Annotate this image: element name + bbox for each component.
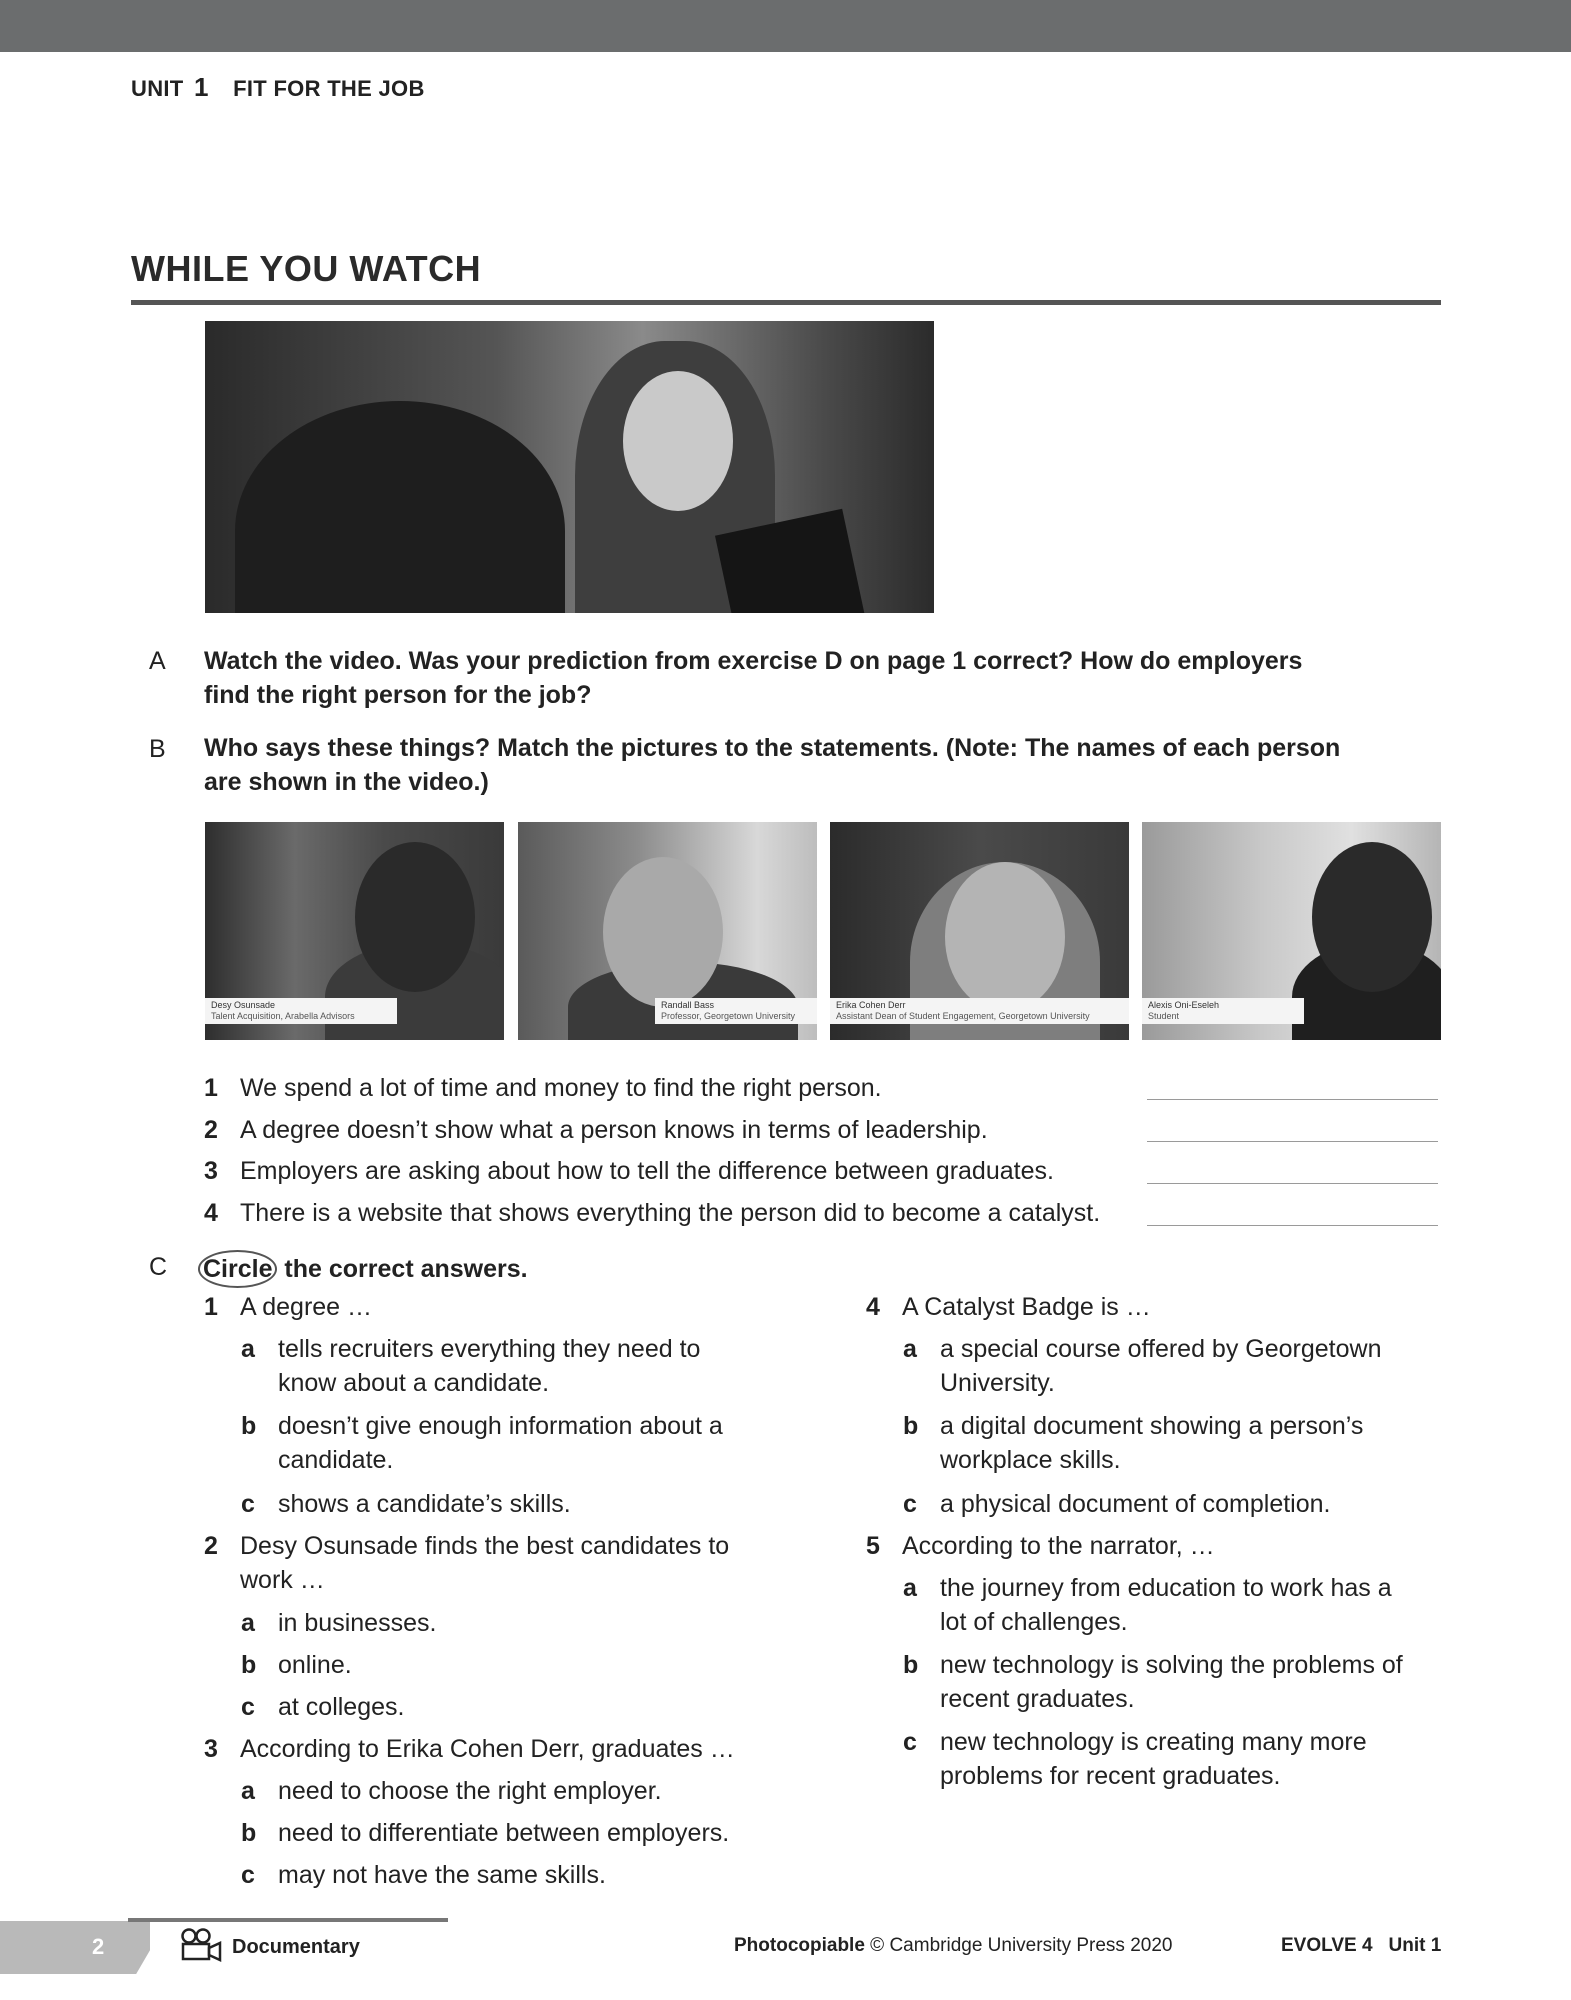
exercise-c-instruction: Circle the correct answers. (204, 1250, 1384, 1288)
unit-title: FIT FOR THE JOB (233, 76, 425, 101)
q5-option-a[interactable]: a the journey from education to work has a lot of challenges. (903, 1574, 1392, 1636)
q2-option-a[interactable]: a in businesses. (241, 1609, 437, 1637)
person-1-face (355, 842, 475, 992)
statement-3: 3 Employers are asking about how to tell the difference between graduates. (204, 1157, 1054, 1185)
section-rule (131, 300, 1441, 305)
book-unit-label: EVOLVE 4 Unit 1 (1281, 1935, 1442, 1956)
person-3-caption (830, 998, 1129, 1024)
circle-word: Circle (198, 1250, 277, 1288)
q5-option-c[interactable]: c new technology is creating many more problems for recent graduates. (903, 1728, 1367, 1790)
person-photo-3 (830, 822, 1129, 1040)
person-4-caption (1142, 998, 1304, 1024)
unit-number: 1 (193, 72, 209, 102)
question-1: 1 A degree … (204, 1293, 373, 1321)
candidate-face (623, 371, 733, 511)
q4-option-c[interactable]: c a physical document of completion. (903, 1490, 1331, 1518)
q4-option-b[interactable]: b a digital document showing a person’s workplace skills. (903, 1412, 1364, 1474)
q2-option-c[interactable]: c at colleges. (241, 1693, 405, 1721)
statement-2: 2 A degree doesn’t show what a person knows in terms of leadership. (204, 1116, 988, 1144)
running-header (131, 72, 425, 103)
hero-photo-interview (205, 321, 934, 613)
q3-option-a[interactable]: a need to choose the right employer. (241, 1777, 662, 1805)
person-2-role: Professor, Georgetown University (661, 1011, 796, 1021)
person-2-caption (655, 998, 817, 1024)
answer-line-1[interactable] (1147, 1099, 1438, 1100)
person-4-name: Alexis Oni-Eseleh (1148, 1000, 1220, 1010)
exercise-a-letter: A (149, 647, 166, 675)
page-number: 2 (92, 1934, 105, 1959)
exercise-b-instruction: Who says these things? Match the pictures to the statements. (Note: The names of each person are shown in the video.) (204, 734, 1341, 796)
person-3-name: Erika Cohen Derr (836, 1000, 906, 1010)
q3-option-c[interactable]: c may not have the same skills. (241, 1861, 606, 1889)
answer-line-3[interactable] (1147, 1183, 1438, 1184)
person-4-role: Student (1148, 1011, 1180, 1021)
unit-label: UNIT (131, 76, 184, 101)
footer-page-tab (0, 1921, 150, 1974)
exercise-c-letter: C (149, 1253, 168, 1281)
video-camera-icon (180, 1928, 224, 1962)
statement-4: 4 There is a website that shows everything the person did to become a catalyst. (204, 1199, 1101, 1227)
person-photo-4 (1142, 822, 1441, 1040)
top-bar (0, 0, 1571, 52)
person-3-role: Assistant Dean of Student Engagement, Georgetown University (836, 1011, 1090, 1021)
q1-option-c[interactable]: c shows a candidate’s skills. (241, 1490, 571, 1518)
answer-line-2[interactable] (1147, 1141, 1438, 1142)
person-1-caption (205, 998, 397, 1024)
answer-line-4[interactable] (1147, 1225, 1438, 1226)
section-title: WHILE YOU WATCH (131, 248, 482, 289)
q4-option-a[interactable]: a a special course offered by Georgetown University. (903, 1335, 1382, 1397)
person-photo-2 (518, 822, 817, 1040)
q2-option-b[interactable]: b online. (241, 1651, 352, 1679)
person-1-role: Talent Acquisition, Arabella Advisors (211, 1011, 355, 1021)
interviewer-silhouette (235, 401, 565, 613)
person-photo-1 (205, 822, 504, 1040)
person-2-face (603, 857, 723, 1007)
statement-1: 1 We spend a lot of time and money to find the right person. (204, 1074, 882, 1102)
person-2-name: Randall Bass (661, 1000, 715, 1010)
question-5: 5 According to the narrator, … (866, 1532, 1215, 1560)
exercise-b-letter: B (149, 735, 166, 763)
footer-rule (128, 1918, 448, 1922)
exercise-a-instruction: Watch the video. Was your prediction from exercise D on page 1 correct? How do employers find the right person for the job? (204, 647, 1303, 709)
q1-option-b[interactable]: b doesn’t give enough information about a candidate. (241, 1412, 723, 1474)
q3-option-b[interactable]: b need to differentiate between employers. (241, 1819, 730, 1847)
question-4: 4 A Catalyst Badge is … (866, 1293, 1151, 1321)
person-3-face (945, 862, 1065, 1012)
question-3: 3 According to Erika Cohen Derr, graduates … (204, 1735, 735, 1763)
copyright-notice: Photocopiable © Cambridge University Press 2020 (734, 1935, 1173, 1956)
person-1-name: Desy Osunsade (211, 1000, 276, 1010)
question-2: 2 Desy Osunsade finds the best candidates to work … (204, 1532, 730, 1594)
q1-option-a[interactable]: a tells recruiters everything they need to know about a candidate. (241, 1335, 701, 1397)
q5-option-b[interactable]: b new technology is solving the problems of recent graduates. (903, 1651, 1403, 1713)
section-label: Documentary (232, 1936, 360, 1958)
person-4-face (1312, 842, 1432, 992)
